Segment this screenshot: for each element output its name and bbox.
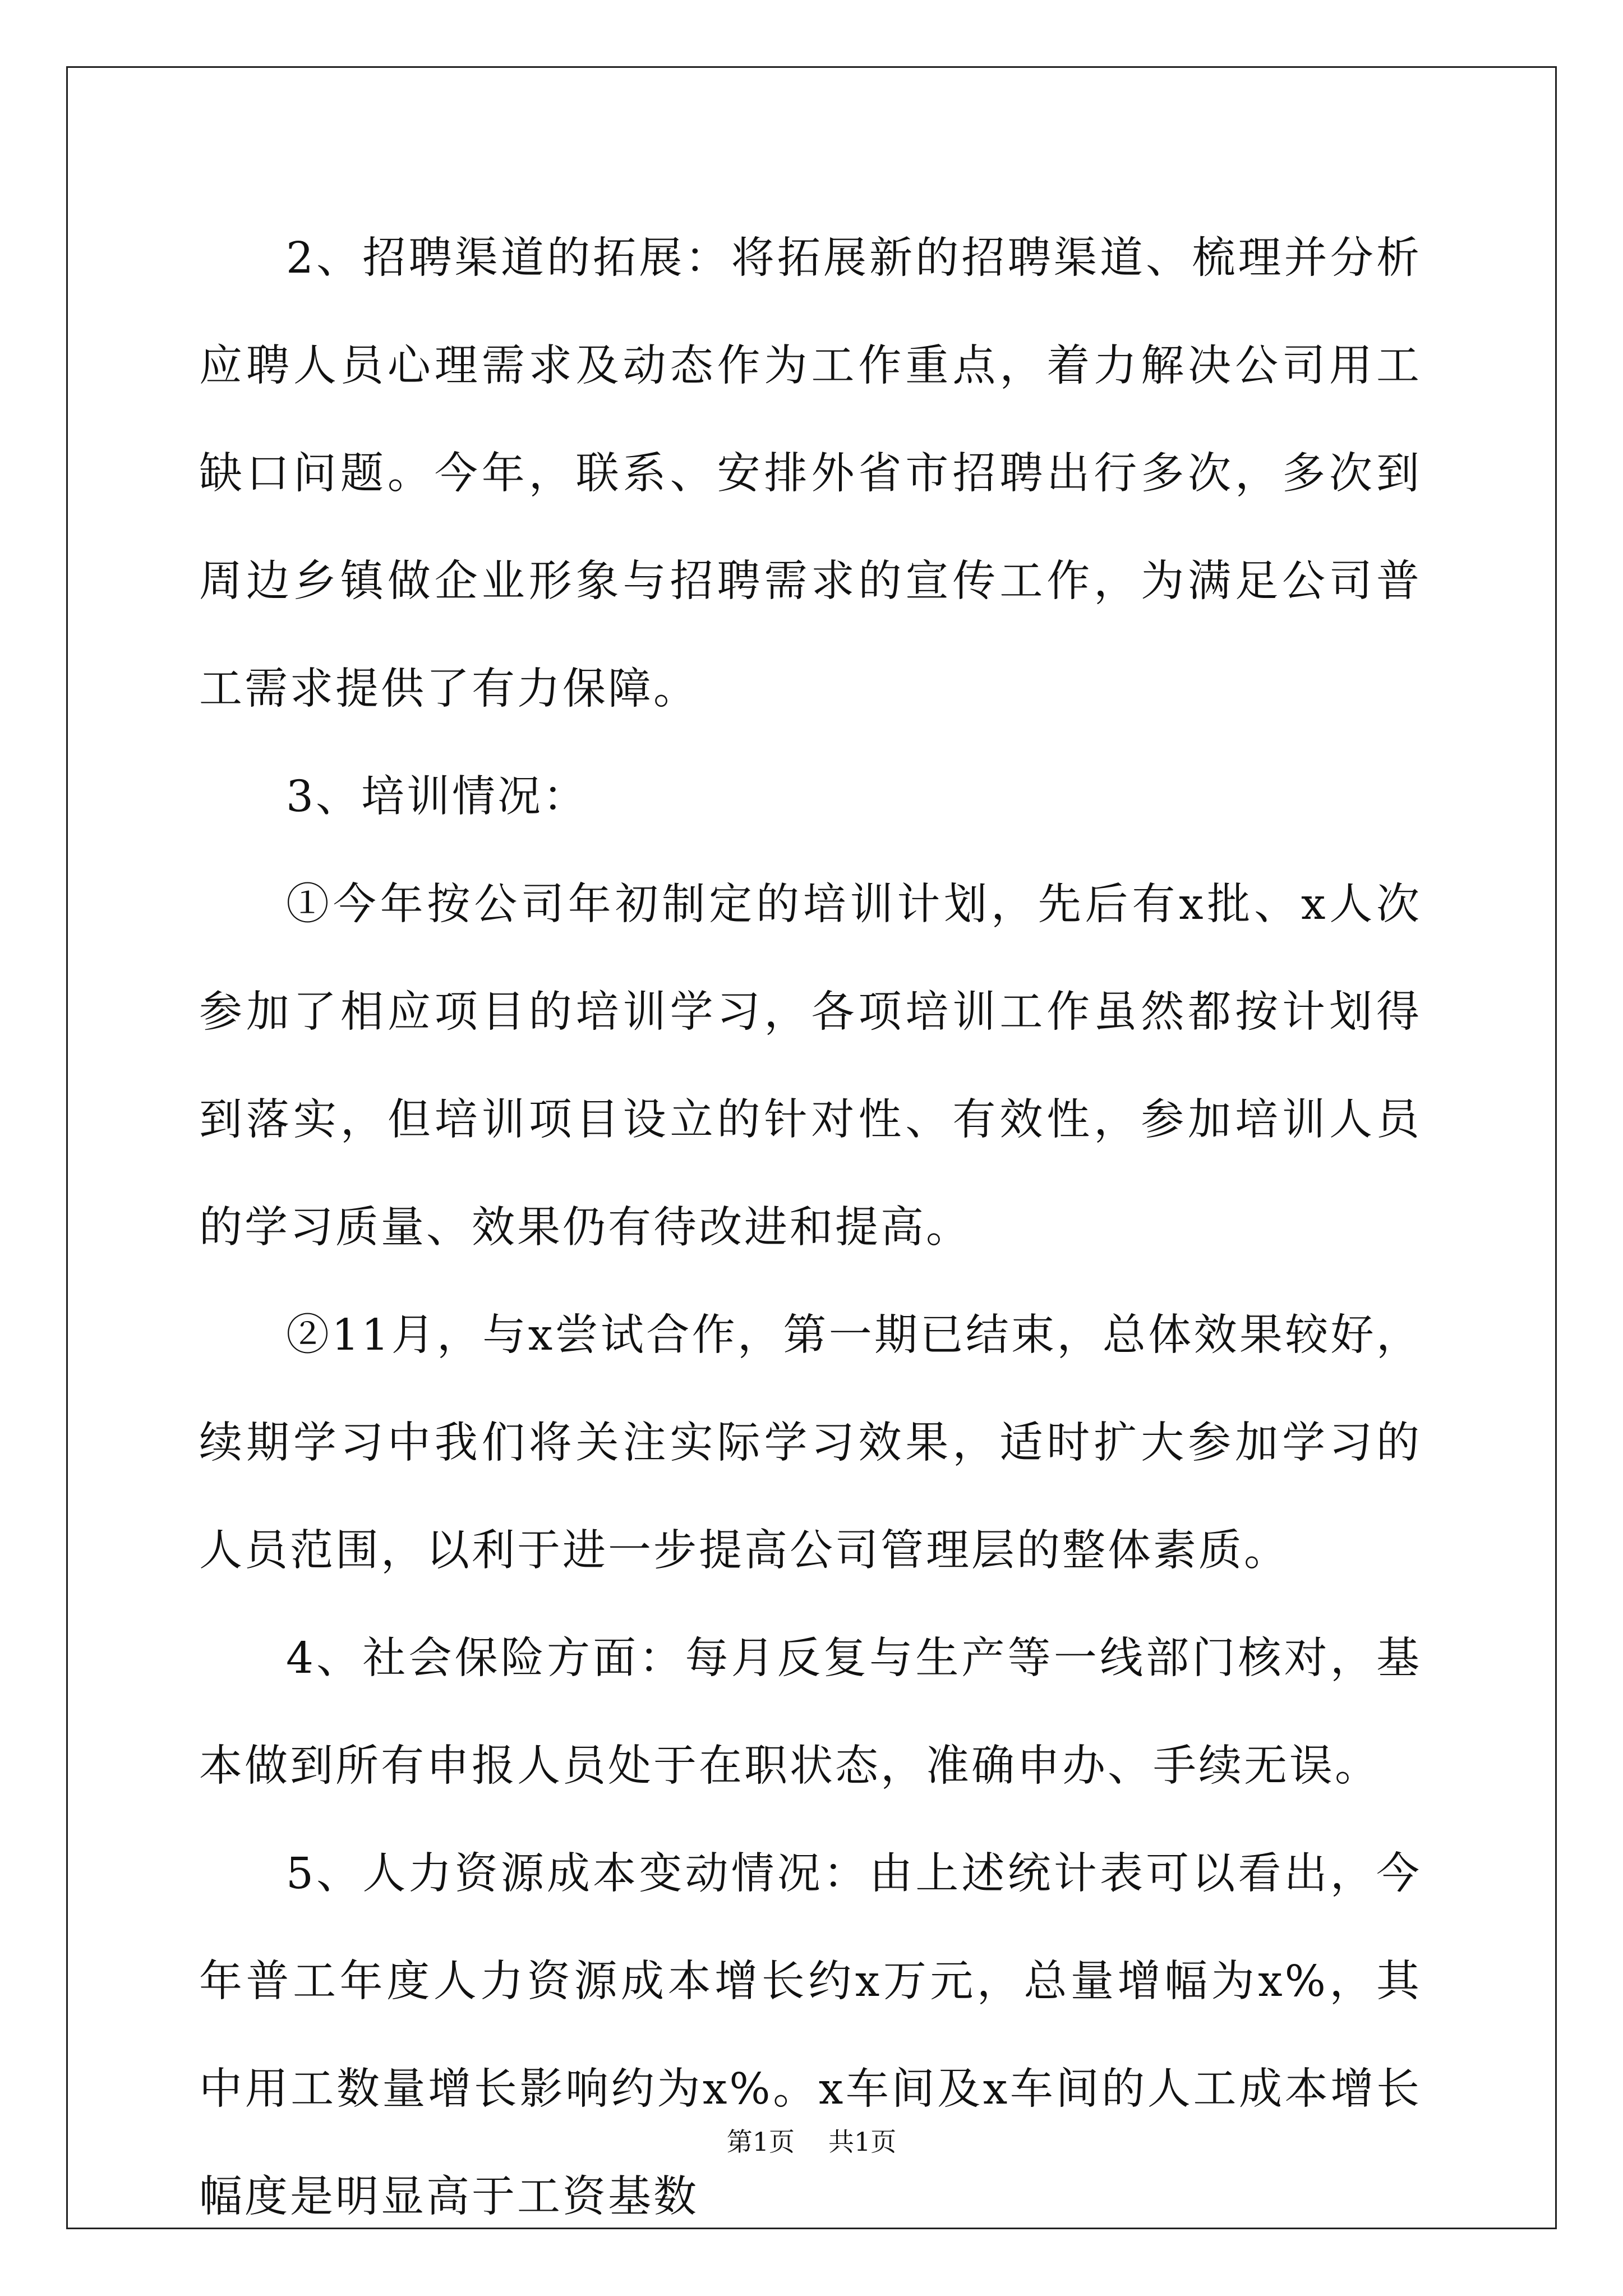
paragraph-training-heading: 3、培训情况： bbox=[286, 772, 588, 822]
paragraph-hr-cost: 5、人力资源成本变动情况：由上述统计表可以看出，今年普工年度人力资源成本增长约x万元，总量增幅为x%，其中用工数量增长影响约为x%。x车间及x车间的人工成本增长幅度是明显高于工资基数 bbox=[199, 1849, 1422, 2222]
paragraph-social-insurance: 4、社会保险方面：每月反复与生产等一线部门核对，基本做到所有申报人员处于在职状态，准确申办、手续无误。 bbox=[199, 1634, 1422, 1791]
page-total: 共1页 bbox=[828, 2127, 897, 2157]
page-footer bbox=[0, 2122, 1623, 2159]
paragraph-training-cooperation: ②11月，与x尝试合作，第一期已结束，总体效果较好，续期学习中我们将关注实际学习效果，适时扩大参加学习的人员范围，以利于进一步提高公司管理层的整体素质。 bbox=[199, 1310, 1422, 1576]
document-body bbox=[199, 205, 1422, 2251]
paragraph-recruitment-channels: 2、招聘渠道的拓展：将拓展新的招聘渠道、梳理并分析应聘人员心理需求及动态作为工作重点，着力解决公司用工缺口问题。今年，联系、安排外省市招聘出行多次，多次到周边乡镇做企业形象与招聘需求的宣传工作，为满足公司普工需求提供了有力保障。 bbox=[199, 233, 1422, 714]
page-number: 第1页 bbox=[726, 2127, 795, 2157]
paragraph-training-plan: ①今年按公司年初制定的培训计划，先后有x批、x人次参加了相应项目的培训学习，各项培训工作虽然都按计划得到落实，但培训项目设立的针对性、有效性，参加培训人员的学习质量、效果仍有待改进和提高。 bbox=[199, 880, 1422, 1253]
